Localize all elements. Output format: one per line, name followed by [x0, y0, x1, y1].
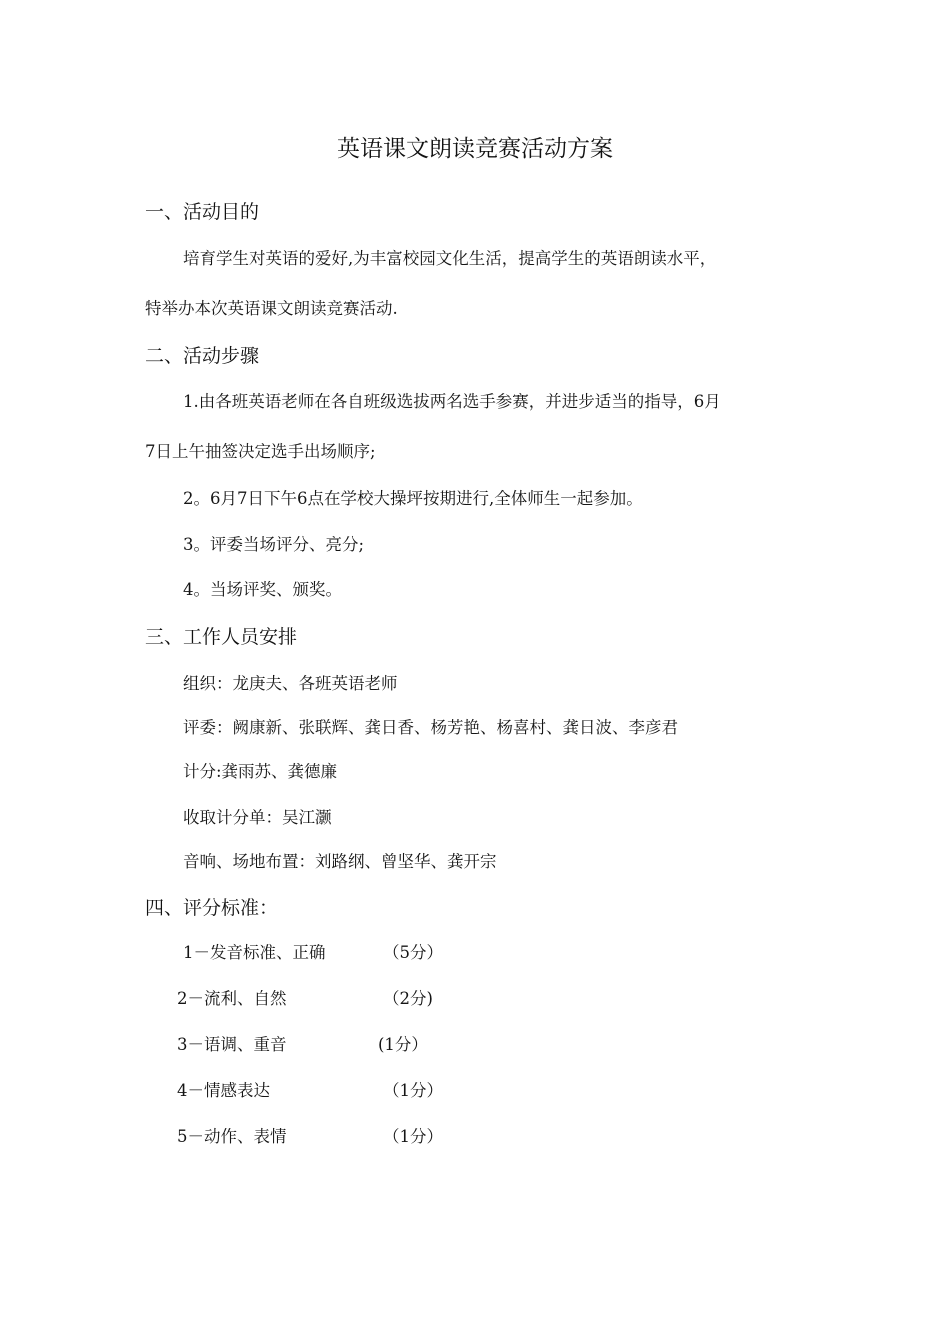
step-4: 4。当场评奖、颁奖。 — [183, 580, 342, 599]
staff-collect: 收取计分单：吴江灏 — [183, 808, 332, 827]
staff-sound: 音响、场地布置：刘路纲、曾坚华、龚开宗 — [183, 852, 497, 871]
step-1-line2: 7日上午抽签决定选手出场顺序; — [145, 442, 376, 461]
section-heading-purpose: 一、活动目的 — [145, 201, 260, 223]
criterion-label: 3－语调、重音 — [177, 1035, 287, 1054]
staff-judges: 评委：阙康新、张联辉、龚日香、杨芳艳、杨喜村、龚日波、李彦君 — [183, 718, 678, 737]
step-3: 3。评委当场评分、亮分; — [183, 535, 365, 554]
criterion-points: （5分） — [383, 943, 443, 962]
criterion-label: 2－流利、自然 — [177, 989, 287, 1008]
step-1-line1: 1.由各班英语老师在各自班级选拔两名选手参赛，并进步适当的指导，6月 — [183, 392, 721, 411]
purpose-paragraph-line1: 培育学生对英语的爱好,为丰富校园文化生活，提高学生的英语朗读水平， — [183, 249, 717, 268]
staff-organize: 组织：龙庚夫、各班英语老师 — [183, 674, 398, 693]
section-heading-staff: 三、工作人员安排 — [145, 626, 298, 648]
section-heading-steps: 二、活动步骤 — [145, 345, 260, 367]
criterion-label: 4－情感表达 — [177, 1081, 270, 1100]
section-heading-criteria: 四、评分标准： — [145, 897, 279, 919]
purpose-paragraph-line2: 特举办本次英语课文朗读竞赛活动. — [145, 299, 398, 318]
criterion-points: （1分） — [383, 1081, 443, 1100]
criterion-points: （1分） — [383, 1127, 443, 1146]
criterion-label: 5－动作、表情 — [177, 1127, 287, 1146]
staff-scoring: 计分:龚雨苏、龚德廉 — [183, 762, 338, 781]
criterion-label: 1－发音标准、正确 — [183, 943, 326, 962]
document-title: 英语课文朗读竞赛活动方案 — [337, 136, 613, 162]
step-2: 2。6月7日下午6点在学校大操坪按期进行,全体师生一起参加。 — [183, 489, 643, 508]
criterion-points: （2分) — [383, 989, 433, 1008]
criterion-points: (1分） — [378, 1035, 428, 1054]
